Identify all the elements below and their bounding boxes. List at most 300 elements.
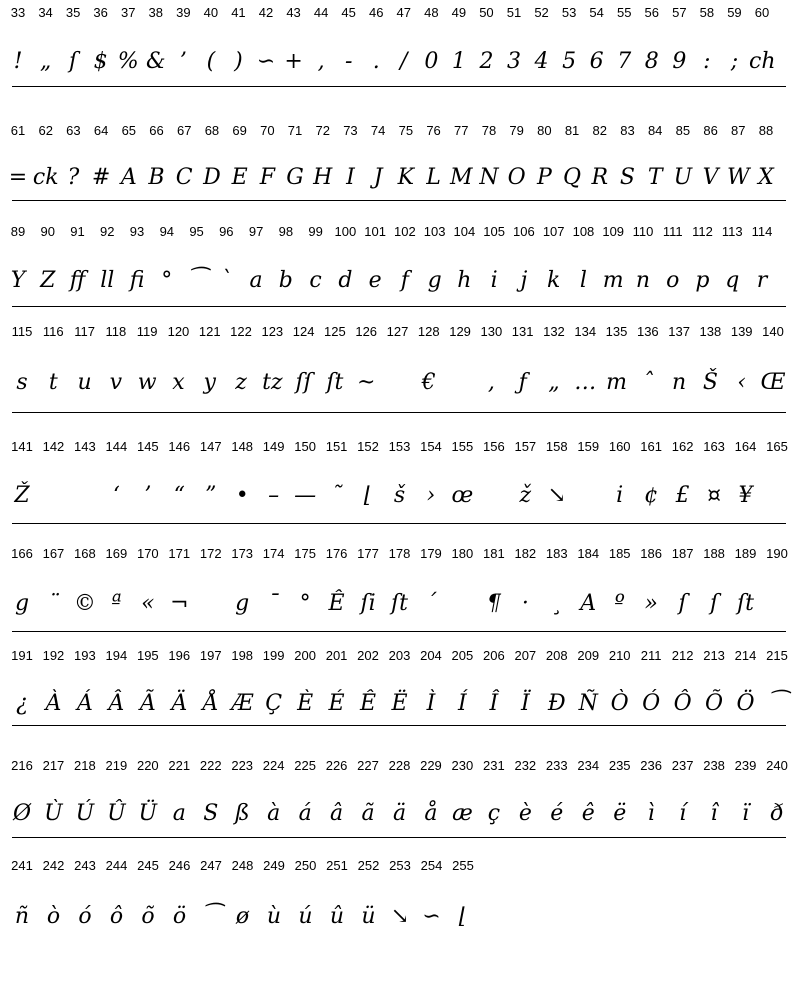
char-code: 185 [608, 546, 631, 561]
char-glyph: ˜ [331, 483, 343, 508]
char-glyph: õ [141, 904, 155, 929]
char-code: 126 [355, 324, 378, 339]
char-glyph: î [710, 801, 718, 826]
char-code: 172 [199, 546, 222, 561]
char-glyph: ſt [737, 591, 755, 616]
char-code: 242 [42, 858, 65, 873]
char-glyph: ↘ [547, 483, 566, 508]
char-code: 139 [730, 324, 753, 339]
char-code: 60 [754, 5, 770, 20]
char-code: 161 [640, 439, 663, 454]
char-glyph: Ó [642, 691, 661, 716]
char-code: 143 [74, 439, 96, 454]
char-glyph: ‘ [112, 483, 120, 508]
char-glyph: Q [563, 165, 582, 190]
char-code: 234 [577, 758, 600, 773]
code-number-row [0, 438, 800, 456]
char-code: 135 [605, 324, 628, 339]
char-code: 190 [766, 546, 788, 561]
char-code: 198 [231, 648, 254, 663]
char-glyph: . [372, 49, 380, 74]
char-code: 226 [325, 758, 348, 773]
char-code: 201 [325, 648, 348, 663]
char-glyph: n [635, 268, 651, 293]
char-code: 45 [341, 5, 356, 20]
char-glyph: ∽ [256, 49, 276, 74]
char-code: 65 [121, 123, 137, 138]
char-code: 223 [231, 758, 254, 773]
char-glyph: ê [581, 801, 595, 826]
char-glyph: ° [161, 268, 173, 293]
char-code: 207 [514, 648, 537, 663]
char-glyph: ù [266, 904, 282, 929]
char-code: 89 [10, 224, 26, 239]
char-glyph: æ [452, 801, 473, 826]
char-glyph: ſ [678, 591, 687, 616]
glyph-row [0, 792, 800, 836]
char-glyph: ¨ [47, 591, 59, 616]
char-glyph: - [344, 49, 353, 74]
char-glyph: ⁀ [187, 268, 206, 293]
char-code: 92 [100, 224, 115, 239]
char-code: 231 [483, 758, 505, 773]
char-glyph: 7 [617, 49, 632, 74]
char-glyph: Î [489, 691, 499, 716]
char-code: 169 [105, 546, 128, 561]
char-code: 49 [451, 5, 467, 20]
char-code: 241 [11, 858, 33, 873]
char-glyph: ⌊ [363, 483, 373, 508]
char-glyph: ç [487, 801, 501, 826]
char-code: 193 [74, 648, 96, 663]
char-glyph: 4 [534, 49, 549, 74]
char-glyph: a [249, 268, 263, 293]
char-code: 191 [11, 648, 33, 663]
char-code: 196 [168, 648, 191, 663]
char-glyph: ` [220, 268, 232, 293]
char-code: 66 [149, 123, 164, 138]
char-glyph: Š [702, 370, 718, 395]
char-code: 105 [483, 224, 506, 239]
char-code: 188 [703, 546, 725, 561]
char-glyph: · [521, 591, 529, 616]
char-glyph: ˆ [642, 370, 654, 395]
char-code: 117 [74, 324, 95, 339]
char-glyph: T [647, 165, 663, 190]
char-glyph: Ò [610, 691, 629, 716]
char-code: 63 [66, 123, 81, 138]
char-code: 181 [483, 546, 505, 561]
char-glyph: ò [46, 904, 61, 929]
char-code: 62 [38, 123, 53, 138]
char-glyph: 0 [424, 49, 439, 74]
char-glyph: Ñ [578, 691, 598, 716]
char-code: 238 [703, 758, 725, 773]
glyph-row [0, 474, 800, 518]
char-glyph: ó [78, 904, 92, 929]
char-code: 240 [766, 758, 788, 773]
char-glyph: ¶ [486, 591, 501, 616]
char-code: 233 [545, 758, 568, 773]
char-code: 82 [592, 123, 607, 138]
char-code: 129 [449, 324, 471, 339]
char-glyph: C [175, 165, 193, 190]
char-glyph: ° [299, 591, 311, 616]
char-code: 176 [325, 546, 348, 561]
char-code: 118 [105, 324, 127, 339]
char-code: 222 [199, 758, 222, 773]
char-glyph: , [487, 370, 495, 395]
char-glyph: ~ [356, 370, 376, 395]
char-code: 218 [74, 758, 96, 773]
char-glyph: á [298, 801, 312, 826]
char-code: 36 [93, 5, 108, 20]
char-code: 44 [313, 5, 329, 20]
char-code: 253 [389, 858, 411, 873]
char-glyph: € [421, 370, 436, 395]
char-code: 103 [423, 224, 446, 239]
char-code: 166 [11, 546, 33, 561]
char-glyph: U [673, 165, 693, 190]
char-code: 244 [105, 858, 128, 873]
char-code: 121 [198, 324, 221, 339]
char-glyph: Œ [760, 370, 786, 395]
char-code: 130 [480, 324, 503, 339]
char-glyph: v [109, 370, 123, 395]
char-code: 71 [287, 123, 303, 138]
char-code: 57 [672, 5, 687, 20]
char-glyph: Ø [12, 801, 32, 826]
char-glyph: Y [10, 268, 26, 293]
char-glyph: x [172, 370, 185, 395]
char-code: 138 [699, 324, 722, 339]
char-glyph: … [574, 370, 597, 395]
char-code: 159 [577, 439, 600, 454]
char-glyph: Ù [44, 801, 63, 826]
char-glyph: ñ [14, 904, 30, 929]
char-code: 69 [232, 123, 247, 138]
char-code: 179 [420, 546, 442, 561]
char-glyph: M [449, 165, 473, 190]
char-code: 170 [136, 546, 159, 561]
char-code: 237 [671, 758, 694, 773]
char-glyph: f [400, 268, 409, 293]
char-code: 180 [451, 546, 474, 561]
char-code: 80 [537, 123, 552, 138]
char-code: 250 [294, 858, 317, 873]
char-glyph: Ô [673, 691, 692, 716]
char-code: 208 [545, 648, 568, 663]
char-code: 85 [675, 123, 691, 138]
char-code: 217 [42, 758, 65, 773]
char-glyph: Ð [547, 691, 566, 716]
char-glyph: ” [205, 483, 217, 508]
char-glyph: ð [770, 801, 784, 826]
char-code: 227 [357, 758, 379, 773]
char-code: 111 [662, 224, 683, 239]
char-code: 52 [534, 5, 549, 20]
char-code: 58 [699, 5, 715, 20]
char-glyph: b [278, 268, 293, 293]
char-glyph: Â [108, 691, 125, 716]
char-code: 195 [136, 648, 159, 663]
char-code: 93 [129, 224, 145, 239]
char-glyph: g [235, 591, 250, 616]
char-glyph: 2 [479, 49, 494, 74]
char-glyph: ’ [144, 483, 152, 508]
char-code: 110 [632, 224, 654, 239]
char-code: 94 [159, 224, 175, 239]
char-glyph: ¬ [170, 591, 189, 616]
char-glyph: fi [129, 268, 145, 293]
char-code: 147 [199, 439, 222, 454]
row-divider [12, 200, 786, 201]
char-code: 102 [394, 224, 416, 239]
char-glyph: Å [202, 691, 219, 716]
char-glyph: L [426, 165, 441, 190]
char-glyph: “ [173, 483, 185, 508]
char-glyph: Ä [171, 691, 188, 716]
char-glyph: › [426, 483, 436, 508]
char-glyph: N [479, 165, 499, 190]
char-code: 243 [74, 858, 96, 873]
char-code: 141 [11, 439, 33, 454]
char-code: 249 [263, 858, 285, 873]
char-code: 116 [42, 324, 64, 339]
char-code: 221 [168, 758, 191, 773]
char-code: 202 [357, 648, 379, 663]
char-glyph: Ž [14, 483, 30, 508]
char-glyph: H [313, 165, 333, 190]
char-glyph: ; [730, 49, 739, 74]
char-code: 64 [93, 123, 109, 138]
char-glyph: Ç [265, 691, 283, 716]
char-code: 112 [692, 224, 713, 239]
char-glyph: Ü [138, 801, 158, 826]
char-glyph: Ú [75, 801, 95, 826]
row-divider [12, 837, 786, 838]
char-glyph: X [758, 165, 774, 190]
char-glyph: Û [107, 801, 126, 826]
char-glyph: ü [361, 904, 376, 929]
char-code: 76 [426, 123, 441, 138]
char-code: 152 [357, 439, 379, 454]
char-code: 146 [168, 439, 191, 454]
char-glyph: ∽ [422, 904, 441, 929]
char-glyph: A [120, 165, 137, 190]
row-divider [12, 412, 786, 413]
char-code: 41 [231, 5, 246, 20]
code-number-row [0, 323, 800, 341]
char-glyph: ë [613, 801, 627, 826]
char-glyph: ï [742, 801, 750, 826]
char-code: 225 [294, 758, 316, 773]
char-glyph: 6 [589, 49, 604, 74]
row-divider [12, 86, 786, 87]
char-code: 136 [636, 324, 659, 339]
char-code: 48 [424, 5, 439, 20]
char-code: 98 [278, 224, 294, 239]
char-code: 204 [420, 648, 442, 663]
char-code: 168 [74, 546, 96, 561]
row-divider [12, 725, 786, 726]
char-glyph: ¤ [707, 483, 722, 508]
char-code: 214 [734, 648, 757, 663]
char-glyph: g [427, 268, 442, 293]
char-glyph: 3 [507, 49, 521, 74]
char-code: 153 [388, 439, 411, 454]
char-glyph: ch [749, 49, 776, 74]
char-code: 78 [481, 123, 497, 138]
char-glyph: É [328, 691, 345, 716]
char-code: 56 [644, 5, 659, 20]
char-glyph: q [725, 268, 740, 293]
char-code: 178 [388, 546, 411, 561]
char-code: 165 [766, 439, 788, 454]
char-code: 251 [326, 858, 348, 873]
char-code: 91 [70, 224, 85, 239]
char-glyph: ? [67, 165, 80, 190]
char-glyph: º [614, 591, 625, 616]
char-code: 192 [42, 648, 65, 663]
char-glyph: P [536, 165, 552, 190]
char-code: 53 [561, 5, 577, 20]
char-code: 75 [398, 123, 414, 138]
char-glyph: œ [451, 483, 474, 508]
char-glyph: + [284, 49, 303, 74]
char-code: 96 [219, 224, 234, 239]
char-code: 87 [731, 123, 746, 138]
char-code: 199 [262, 648, 285, 663]
char-glyph: = [8, 165, 28, 190]
char-glyph: p [695, 268, 710, 293]
char-code: 205 [451, 648, 474, 663]
code-number-row [0, 647, 800, 665]
char-glyph: £ [675, 483, 690, 508]
code-number-row [0, 122, 800, 140]
char-glyph: Ö [736, 691, 755, 716]
char-code: 134 [574, 324, 597, 339]
char-glyph: Õ [705, 691, 724, 716]
char-code: 232 [514, 758, 537, 773]
char-glyph: Ì [426, 691, 436, 716]
char-code: 90 [40, 224, 55, 239]
char-glyph: ¸ [551, 591, 563, 616]
char-code: 104 [453, 224, 476, 239]
char-code: 213 [703, 648, 725, 663]
char-glyph: W [726, 165, 750, 190]
char-glyph: A [580, 591, 597, 616]
char-code: 224 [262, 758, 285, 773]
char-glyph: k [547, 268, 561, 293]
char-glyph: : [703, 49, 711, 74]
char-glyph: » [644, 591, 658, 616]
char-code: 114 [751, 224, 773, 239]
char-code: 46 [368, 5, 384, 20]
char-code: 145 [136, 439, 159, 454]
char-code: 210 [608, 648, 631, 663]
row-divider [12, 631, 786, 632]
char-code: 50 [479, 5, 494, 20]
char-glyph: d [338, 268, 353, 293]
char-code: 252 [357, 858, 380, 873]
char-glyph: ) [234, 49, 243, 74]
char-glyph: & [145, 49, 166, 74]
char-glyph: ú [298, 904, 313, 929]
char-glyph: u [77, 370, 92, 395]
char-code: 37 [120, 5, 136, 20]
char-code: 79 [509, 123, 524, 138]
char-glyph: Ã [139, 691, 156, 716]
char-code: 182 [514, 546, 537, 561]
char-glyph: S [203, 801, 219, 826]
char-code: 175 [294, 546, 316, 561]
char-code: 97 [248, 224, 264, 239]
char-code: 68 [204, 123, 220, 138]
char-glyph: ’ [179, 49, 187, 74]
char-glyph: c [309, 268, 322, 293]
char-glyph: s [16, 370, 28, 395]
char-glyph: „ [548, 370, 560, 395]
char-code: 194 [105, 648, 128, 663]
char-code: 74 [370, 123, 386, 138]
char-code: 61 [10, 123, 26, 138]
char-code: 229 [420, 758, 442, 773]
char-glyph: í [679, 801, 687, 826]
char-glyph: # [91, 165, 111, 190]
char-code: 164 [734, 439, 757, 454]
char-code: 149 [262, 439, 285, 454]
char-code: 72 [315, 123, 330, 138]
char-code: 47 [396, 5, 411, 20]
char-code: 177 [357, 546, 379, 561]
char-glyph: È [297, 691, 314, 716]
char-code: 88 [758, 123, 774, 138]
char-code: 197 [199, 648, 222, 663]
char-glyph: – [268, 483, 280, 508]
char-glyph: ö [172, 904, 187, 929]
char-code: 206 [483, 648, 505, 663]
char-code: 73 [343, 123, 358, 138]
char-glyph: ¢ [644, 483, 659, 508]
char-code: 127 [386, 324, 409, 339]
char-glyph: l [579, 268, 587, 293]
char-glyph: ſ [710, 591, 719, 616]
char-code: 83 [620, 123, 635, 138]
char-glyph: ! [13, 49, 23, 74]
char-glyph: ſt [391, 591, 408, 616]
char-code: 203 [388, 648, 411, 663]
char-code: 167 [42, 546, 65, 561]
char-glyph: ¥ [738, 483, 753, 508]
char-glyph: © [73, 591, 96, 616]
char-code: 158 [545, 439, 568, 454]
glyph-row [0, 895, 800, 939]
char-glyph: t [48, 370, 58, 395]
char-code: 99 [308, 224, 323, 239]
char-glyph: y [203, 370, 216, 395]
char-code: 38 [148, 5, 163, 20]
char-glyph: « [141, 591, 155, 616]
char-code: 84 [647, 123, 663, 138]
char-code: 220 [136, 758, 159, 773]
row-divider [12, 306, 786, 307]
char-glyph: š [393, 483, 406, 508]
char-code: 128 [417, 324, 440, 339]
char-code: 101 [364, 224, 386, 239]
char-code: 174 [262, 546, 285, 561]
char-glyph: ƒ [518, 370, 527, 395]
